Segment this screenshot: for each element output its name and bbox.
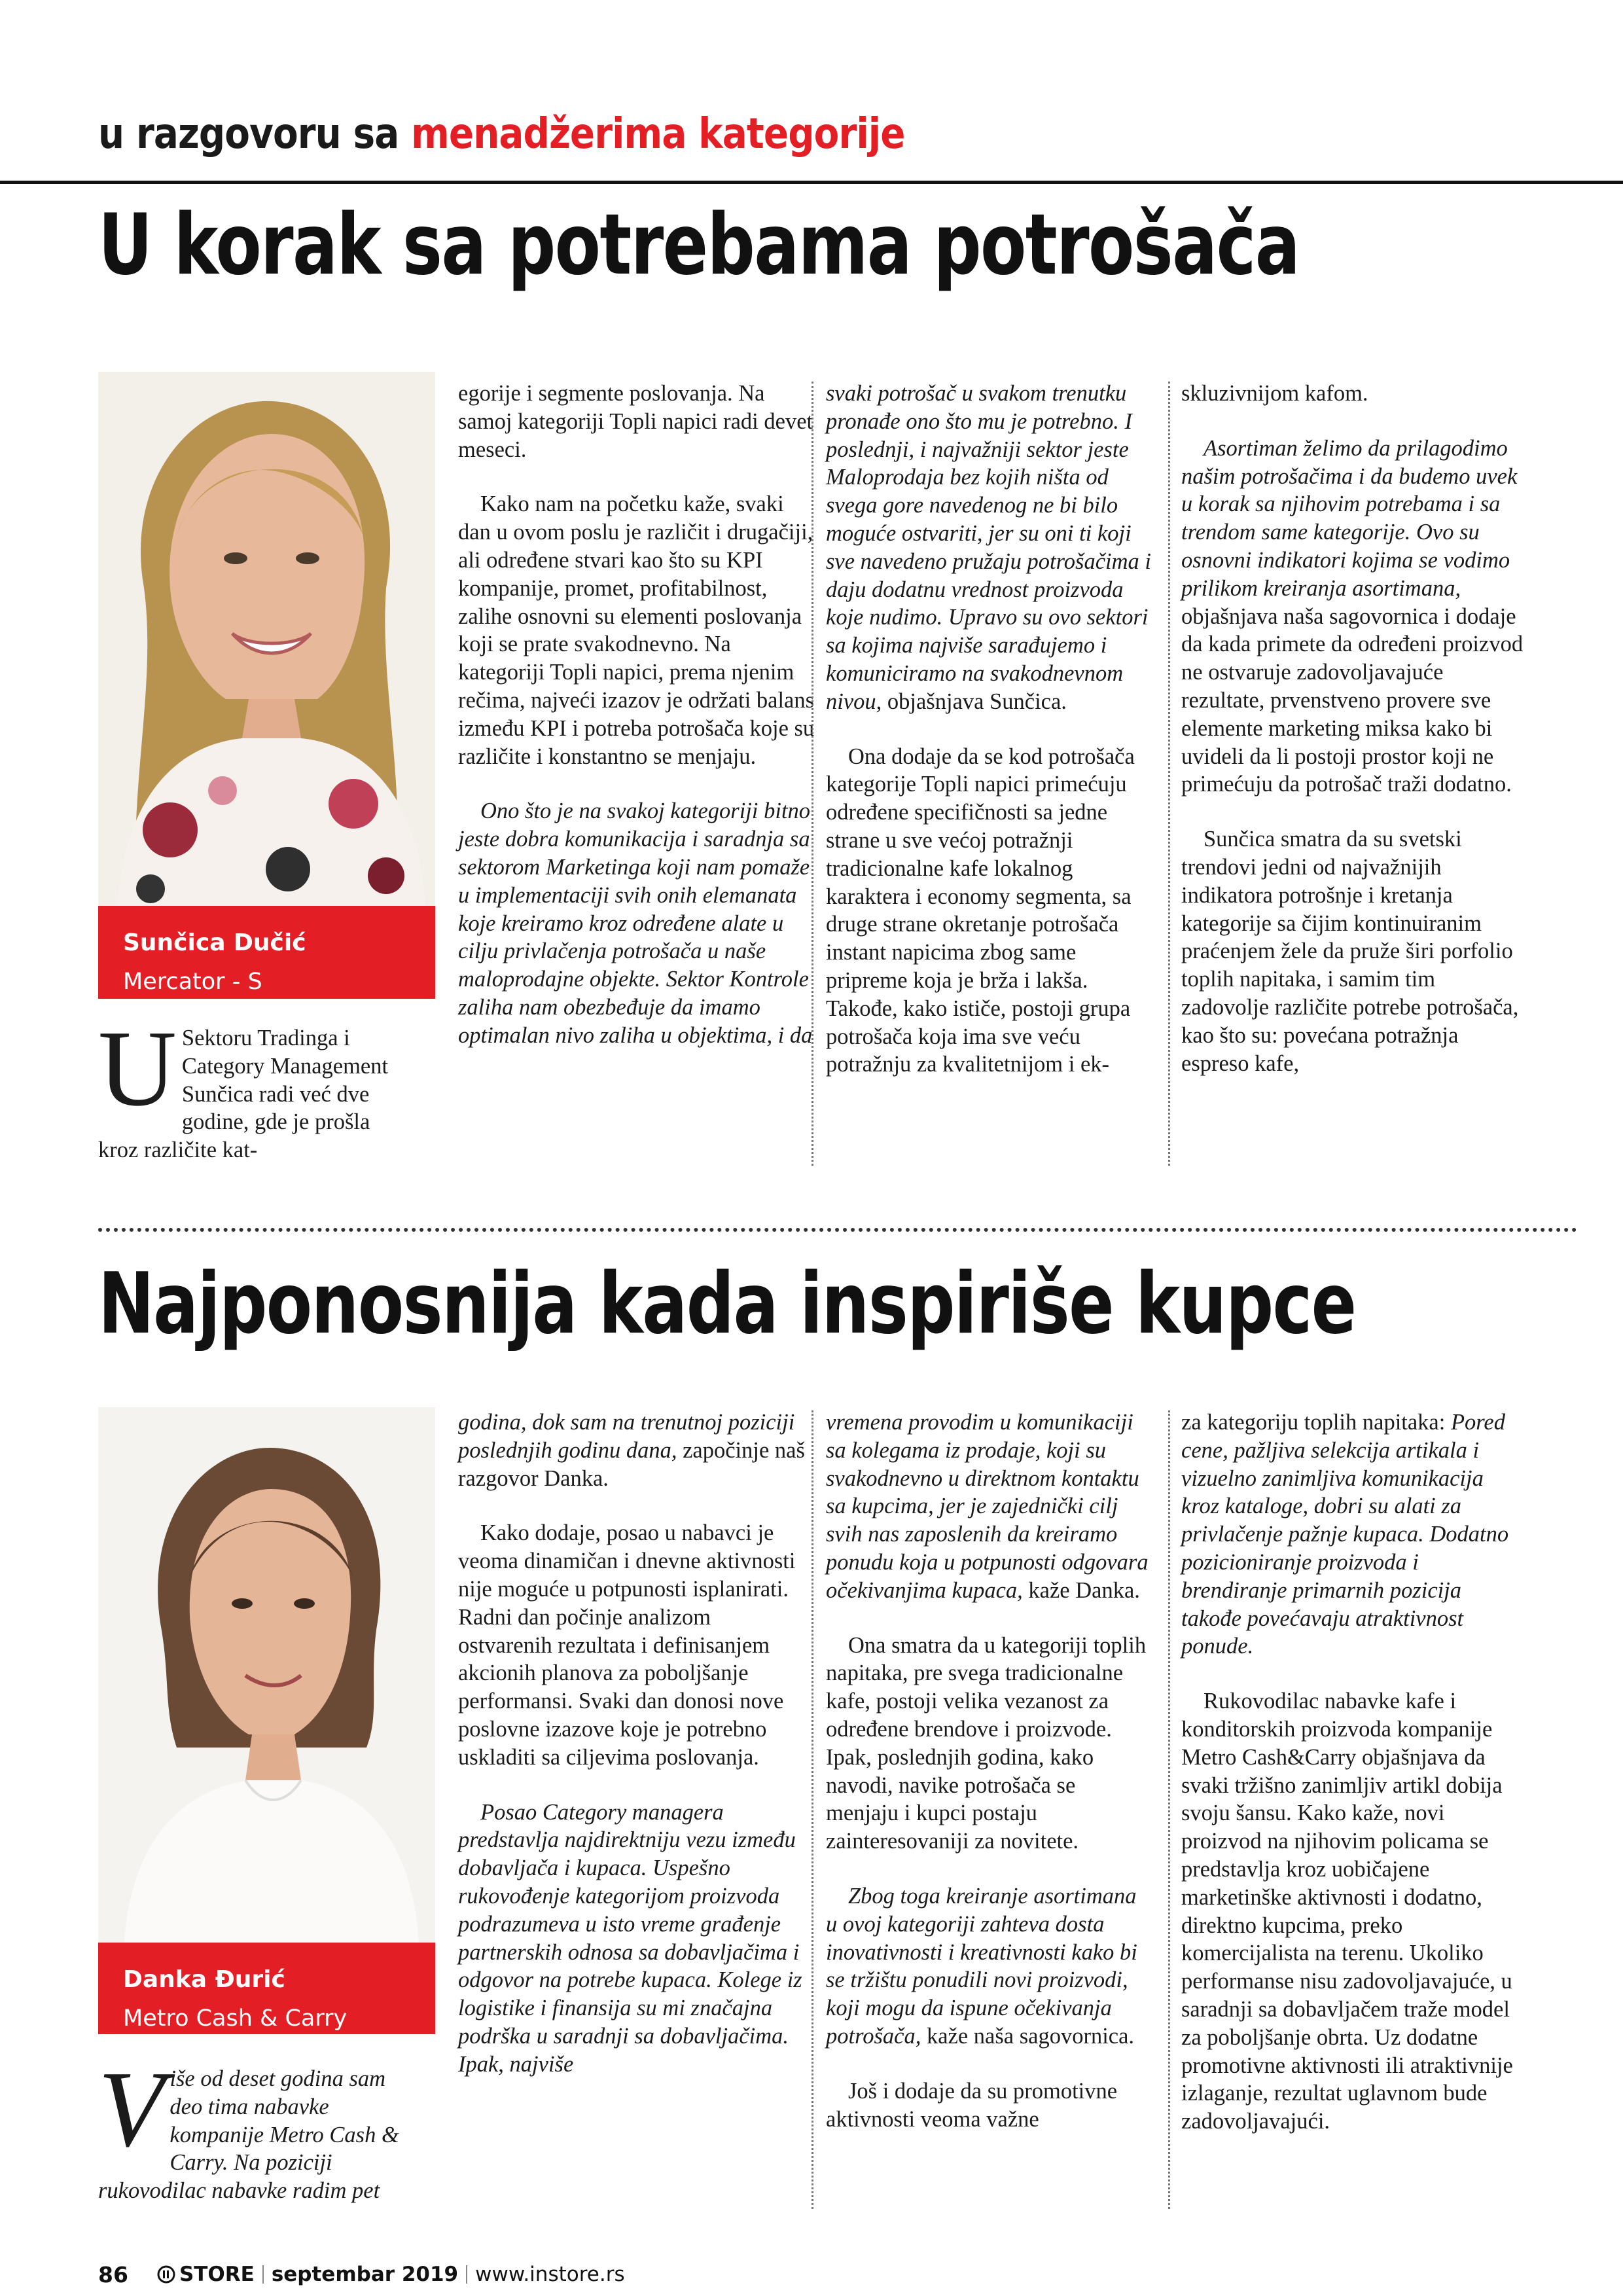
person-name: Danka Đurić	[123, 1966, 285, 1993]
person-name: Sunčica Dučić	[123, 929, 306, 956]
article1-column-2	[458, 380, 815, 1050]
column-divider	[1168, 382, 1170, 1166]
kicker-highlight: menadžerima kategorije	[411, 110, 905, 158]
paragraph: Rukovodilac nabavke kafe i konditorskih proizvoda kompanije Metro Cash&Carry objašnjava da svaki tržišno zanimljiv artikl dobija svoju šansu. Kako kaže, novi proizvod na njihovim policama se predstavlja kroz uobičajene marketinške aktivnosti i dodatno, direktno kupcima, preko komercijalista na terenu. Ukoliko performanse nisu zadovoljavajuće, u saradnji sa dobavljačem traže model za poboljšanje obrta. Uz dodatne promotivne aktivnosti ili atraktivnije izlaganje, rezultat uglavnom bude zadovoljavajući.	[1181, 1689, 1513, 2134]
quote-text: Zbog toga kreiranje asortimana u ovoj kategoriji zahteva dosta inovativnosti i kreativnosti kako bi se tržištu ponudili novi proizvodi, koji mogu da ispune očekivanja potrošača,	[826, 1883, 1137, 2049]
quote-text: godina, dok sam na trenutnoj poziciji poslednjih godinu dana,	[458, 1410, 795, 1463]
quote-paragraph: Posao Category managera predstavlja najdirektniju vezu između dobavljača i kupaca. Uspešno rukovođenje kategorijom proizvoda podrazumeva u isto vreme građenje partnerskih odnosa sa dobavljačima i odgovor na potrebe kupaca. Kolege iz logistike i finansija su mi značajna podrška u saradnji sa dobavljačima. Ipak, najviše	[458, 1799, 802, 2077]
footer-divider	[262, 2265, 264, 2284]
paragraph: skluzivnijom kafom.	[1181, 381, 1368, 406]
paragraph: Ona smatra da u kategoriji toplih napitaka, pre svega tradicionalne kafe, postoji velika vezanost za određene brendove i proizvode. Ipak, poslednjih godina, kako navodi, navike potrošača se menjaju i kupci postaju zainteresovaniji za novitete.	[826, 1632, 1147, 1854]
article1-title: U korak sa potrebama potrošača	[98, 196, 1300, 294]
attribution: kaže Danka.	[1022, 1577, 1140, 1603]
quote-text: vremena provodim u komunikaciji sa kolegama iz prodaje, koji su svakodnevno u direktnom kontaktu sa kupcima, jer je zajednički cilj svih nas zaposlenih da kreiramo ponudu koja u potpunosti odgovara očekivanjima kupaca,	[826, 1410, 1149, 1603]
brand-name: STORE	[179, 2263, 255, 2286]
paragraph: Ona dodaje da se kod potrošača kategorije Topli napici primećuju određene specifičnosti sa jedne strane u sve većoj potražnji tradicionalne kafe lokalnog karaktera i economy segmenta, sa druge strane okretanje potrošača instant napicima zbog same pripreme koja je brža i lakša. Takođe, kako ističe, postoji grupa potrošača koja ima sve veću potražnju za kvalitetnijom i ek-	[826, 744, 1135, 1077]
article2-title: Najponosnija kada inspiriše kupce	[98, 1255, 1356, 1353]
brand-logo	[157, 2263, 255, 2286]
article1-col1-text: Sektoru Tradinga i Category Management Sunčica radi već dve godine, gde je prošla kroz različite kat-	[98, 1026, 389, 1163]
paragraph: Kako nam na početku kaže, svaki dan u ovom poslu je različit i drugačiji, ali određene stvari kao što su KPI kompanije, promet, profitabilnost, zalihe osnovni su elementi poslovanja koji se prate svakodnevno. Na kategoriji Topli napici, prema njenim rečima, najveći izazov je održati balans između KPI i potreba potrošača koje su različite i konstantno se menjaju.	[458, 492, 815, 769]
article1-caption	[98, 906, 435, 999]
attribution: kaže naša sagovornica.	[921, 2023, 1135, 2049]
article2-column-2	[458, 1408, 805, 2079]
paragraph: Još i dodaje da su promotivne aktivnosti veoma važne	[826, 2078, 1118, 2132]
drop-cap: U	[98, 1008, 177, 1128]
drop-cap: V	[98, 2049, 165, 2169]
article-separator	[98, 1228, 1577, 1232]
person-company: Metro Cash & Carry	[123, 2005, 348, 2032]
paragraph: egorije i segmente poslovanja. Na samoj kategoriji Topli napici radi devet meseci.	[458, 381, 813, 462]
quote-text: Asortiman želimo da prilagodimo našim potrošačima i da budemo uvek u korak sa njihovim potrebama i sa trendom same kategorije. Ovo su osnovni indikatori kojima se vodimo prilikom kreiranja asortimana,	[1181, 435, 1518, 601]
article2-column-1	[98, 2049, 419, 2205]
attribution: započinje naš razgovor Danka.	[458, 1437, 805, 1491]
article2-column-4	[1181, 1408, 1525, 2136]
page-number: 86	[98, 2261, 128, 2287]
quote-text: svaki potrošač u svakom trenutku pronađe ono što mu je potrebno. I poslednji, i najvažniji sektor jeste Maloprodaja bez kojih ništa od svega gore navedenog ne bi bilo moguće ostvariti, jer su oni ti koji sve navedeno pružaju potrošačima i daju dodatnu vrednost proizvoda koje nudimo. Upravo su ovo sektori sa kojima najviše sarađujemo i komuniciramo na svakodnevnom nivou,	[826, 381, 1151, 714]
article2-column-3	[826, 1408, 1153, 2133]
article2-portrait	[98, 1407, 435, 1943]
column-divider	[1168, 1410, 1170, 2209]
article2-caption	[98, 1943, 435, 2034]
article1-column-1	[98, 1008, 412, 1164]
issue-date: septembar 2019	[271, 2263, 459, 2286]
footer-divider	[466, 2265, 467, 2284]
portrait-image	[98, 1407, 435, 1943]
page-footer	[98, 2259, 625, 2289]
article1-column-4	[1181, 380, 1525, 1077]
quote-paragraph: Ono što je na svakoj kategoriji bitno jeste dobra komunikacija i saradnja sa sektorom Marketinga koji nam pomaže u implementaciji svih onih elemanata koje kreiramo kroz određene alate u cilju privlačenja potrošača u naše maloprodajne objekte. Sektor Kontrole zaliha nam obezbeđuje da imamo optimalan nivo zaliha u objektima, i da	[458, 798, 813, 1048]
article1-column-3	[826, 380, 1153, 1079]
column-divider	[812, 1410, 813, 2209]
website-link[interactable]: www.instore.rs	[475, 2263, 625, 2286]
section-kicker	[98, 110, 905, 158]
attribution: objašnjava Sunčica.	[882, 689, 1067, 714]
quote-text: Pored cene, pažljiva selekcija artikala i vizuelno zanimljiva komunikacija kroz kataloge, dobri su alati za privlačenje pažnje kupaca. Dodatno pozicioniranje proizvoda i brendiranje primarnih pozicija takođe povećavaju atraktivnost ponude.	[1181, 1410, 1509, 1659]
paragraph: Kako dodaje, posao u nabavci je veoma dinamičan i dnevne aktivnosti nije moguće u potpunosti isplanirati. Radni dan počinje analizom ostvarenih rezultata i definisanjem akcionih planova za poboljšanje performansi. Svaki dan donosi nove poslovne izazove koje je potrebno uskladiti sa ciljevima poslovanja.	[458, 1520, 796, 1770]
paragraph: Sunčica smatra da su svetski trendovi jedni od najvažnijih indikatora potrošnje i kretanja kategorije sa čijim kontinuiranim praćenjem žele da pruže širi porfolio toplih napitaka, i samim tim zadovolje različite potrebe potrošača, kao što su: povećana potražnja espreso kafe,	[1181, 827, 1519, 1076]
column-divider	[812, 382, 813, 1166]
portrait-image	[98, 372, 435, 906]
paragraph-lead: za kategoriju toplih napitaka:	[1181, 1410, 1446, 1435]
store-logo-icon	[157, 2265, 175, 2284]
article2-col1-text: iše od deset godina sam deo tima nabavke kompanije Metro Cash & Carry. Na poziciji rukovodilac nabavke radim pet	[98, 2066, 399, 2204]
kicker-rule	[0, 181, 1623, 184]
article1-portrait	[98, 372, 435, 906]
person-company: Mercator - S	[123, 969, 262, 995]
paragraph-tail: objašnjava naša sagovornica i dodaje da kada primete da određeni proizvod ne ostvaruje zadovoljavajuće rezultate, prvenstveno provere sve elemente marketing miksa kako bi uvideli da li postoji prostor koji ne primećuju da potrošač traži dodatno.	[1181, 603, 1524, 797]
kicker-prefix: u razgovoru sa	[98, 110, 399, 158]
